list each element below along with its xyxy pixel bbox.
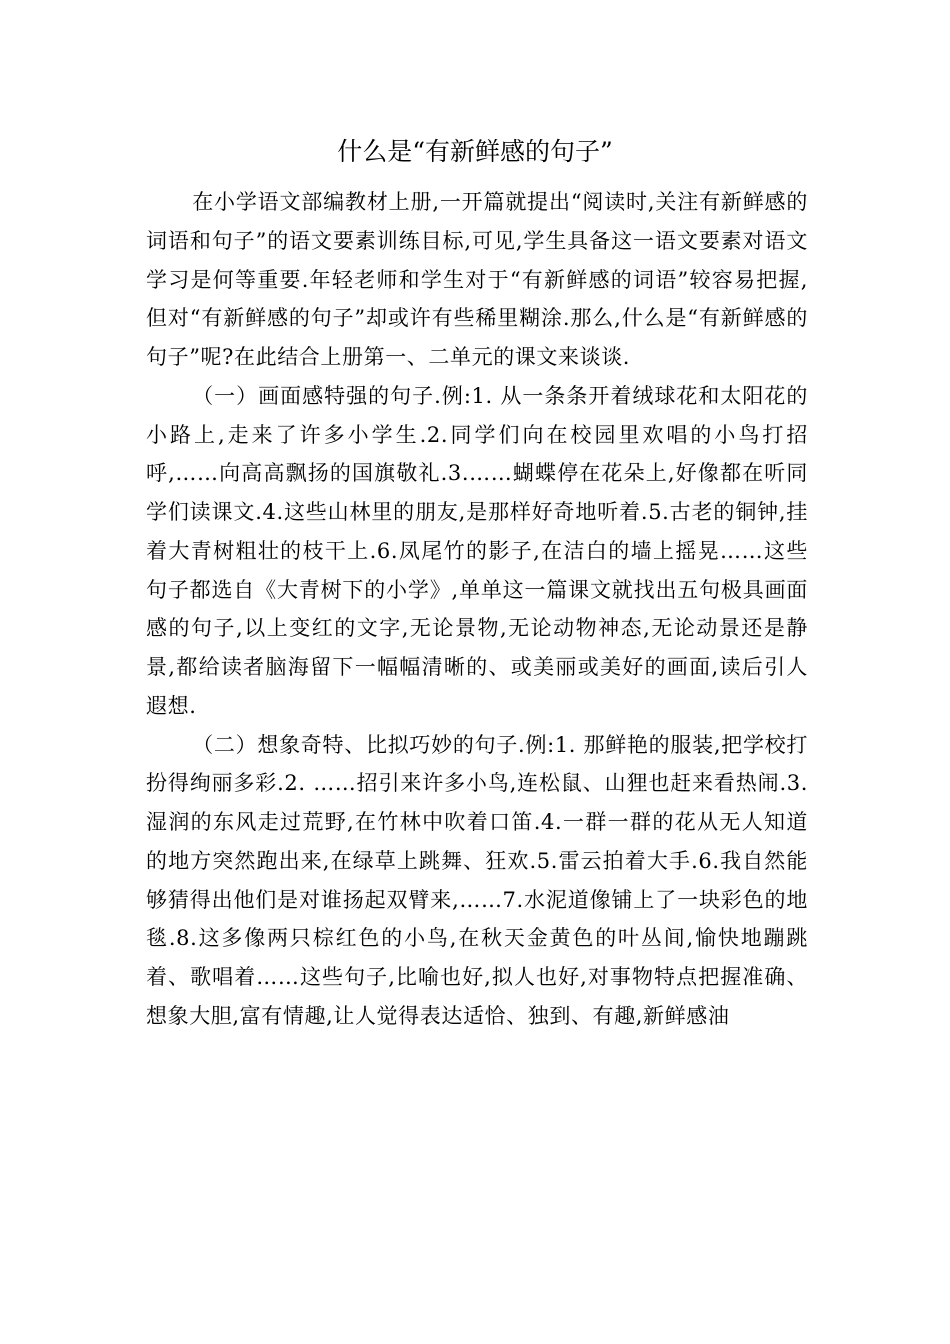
paragraph-section-1: （一）画面感特强的句子.例:1. 从一条条开着绒球花和太阳花的小路上,走来了许多小学生.2.同学们向在校园里欢唱的小鸟打招呼,……向高高飘扬的国旗敬礼.3.……蝴蝶停在花朵上,好像都在听同学们读课文.4.这些山林里的朋友,是那样好奇地听着.5.古老的铜钟,挂着大青树粗壮的枝干上.6.凤尾竹的影子,在洁白的墙上摇晃……这些句子都选自《大青树下的小学》,单单这一篇课文就找出五句极具画面感的句子,以上变红的文字,无论景物,无论动物神态,无论动景还是静景,都给读者脑海留下一幅幅清晰的、或美丽或美好的画面,读后引人遐想. (146, 383, 808, 718)
document-body (146, 183, 808, 1036)
paragraph-intro: 在小学语文部编教材上册,一开篇就提出“阅读时,关注有新鲜感的词语和句子”的语文要素训练目标,可见,学生具备这一语文要素对语文学习是何等重要.年轻老师和学生对于“有新鲜感的词语”较容易把握,但对“有新鲜感的句子”却或许有些稀里糊涂.那么,什么是“有新鲜感的句子”呢?在此结合上册第一、二单元的课文来谈谈. (146, 190, 808, 369)
paragraph-section-2: （二）想象奇特、比拟巧妙的句子.例:1. 那鲜艳的服装,把学校打扮得绚丽多彩.2. ……招引来许多小鸟,连松鼠、山狸也赶来看热闹.3. 湿润的东风走过荒野,在竹林中吹着口笛.4.一群一群的花从无人知道的地方突然跑出来,在绿草上跳舞、狂欢.5.雷云拍着大手.6.我自然能够猜得出他们是对谁扬起双臂来,……7.水泥道像铺上了一块彩色的地毯.8.这多像两只棕红色的小鸟,在秋天金黄色的叶丛间,愉快地蹦跳着、歌唱着……这些句子,比喻也好,拟人也好,对事物特点把握准确、想象大胆,富有情趣,让人觉得表达适恰、独到、有趣,新鲜感油 (146, 732, 808, 1028)
document-title: 什么是“有新鲜感的句子” (337, 137, 613, 166)
